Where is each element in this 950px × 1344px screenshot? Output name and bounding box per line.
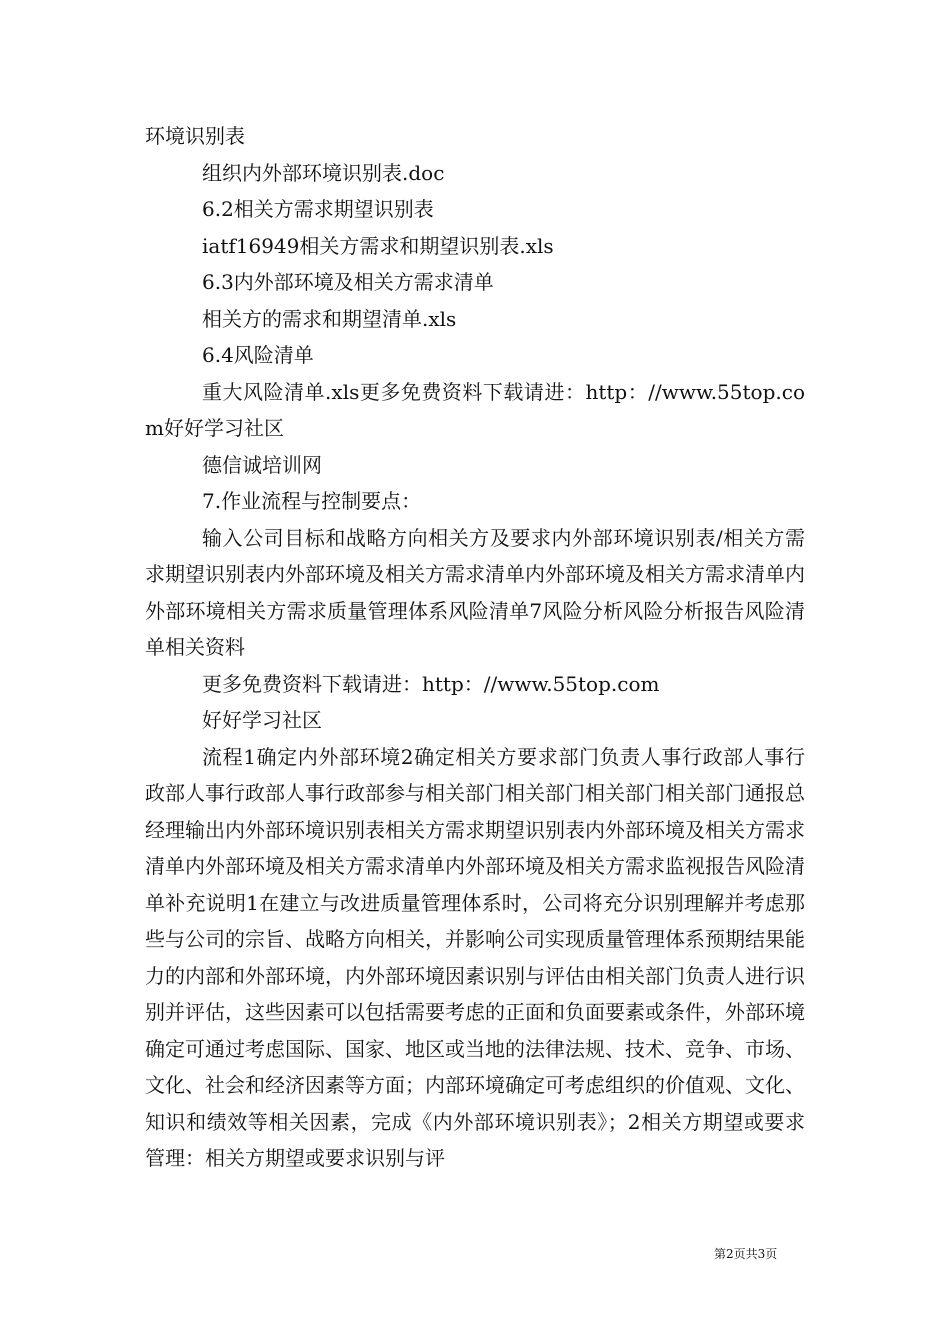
paragraph-section-7: 7.作业流程与控制要点： [202,489,422,513]
paragraph-input-list: 输入公司目标和战略方向相关方及要求内外部环境识别表/相关方需求期望识别表内外部环境及相关方需求清单内外部环境及相关方需求清单内外部环境相关方需求质量管理体系风险清单7风险分析风险分析报告风险清单相关资料 [145,525,805,659]
paragraph-iatf-xls: iatf16949相关方需求和期望识别表.xls [202,233,554,258]
paragraph-process-description: 流程1确定内外部环境2确定相关方要求部门负责人事行政部人事行政部人事行政部人事行政部参与相关部门相关部门相关部门相关部门通报总经理输出内外部环境识别表相关方需求期望识别表内外部环境及相关方需求清单内外部环境及相关方需求清单内外部环境及相关方需求监视报告风险清单补充说明1在建立与改进质量管理体系时，公司将充分识别理解并考虑那些与公司的宗旨、战略方向相关，并影响公司实现质量管理体系预期结果能力的内部和外部环境，内外部环境因素识别与评估由相关部门负责人进行识别并评估，这些因素可以包括需要考虑的正面和负面要素或条件，外部环境确定可通过考虑国际、国家、地区或当地的法律法规、技术、竞争、市场、文化、社会和经济因素等方面；内部环境确定可考虑组织的价值观、文化、知识和绩效等相关因素，完成《内外部环境识别表》；2相关方期望或要求管理：相关方期望或要求识别与评 [145,744,805,1170]
paragraph-section-6-2: 6.2相关方需求期望识别表 [202,197,434,221]
paragraph-section-6-4: 6.4风险清单 [202,343,314,367]
paragraph-training-site: 德信诚培训网 [202,452,322,477]
paragraph-env-table-title: 环境识别表 [145,124,245,148]
paragraph-needs-xls: 相关方的需求和期望清单.xls [202,306,457,331]
paragraph-community: 好好学习社区 [202,708,322,732]
paragraph-download-link: 更多免费资料下载请进：http：//www.55top.com [202,671,660,696]
page-number-footer: 第2页共3页 [714,1247,778,1261]
document-body [145,118,805,1177]
paragraph-env-doc: 组织内外部环境识别表.doc [202,160,445,185]
paragraph-risk-xls: 重大风险清单.xls更多免费资料下载请进：http：//www.55top.com好好学习社区 [145,379,805,440]
paragraph-section-6-3: 6.3内外部环境及相关方需求清单 [202,270,494,294]
